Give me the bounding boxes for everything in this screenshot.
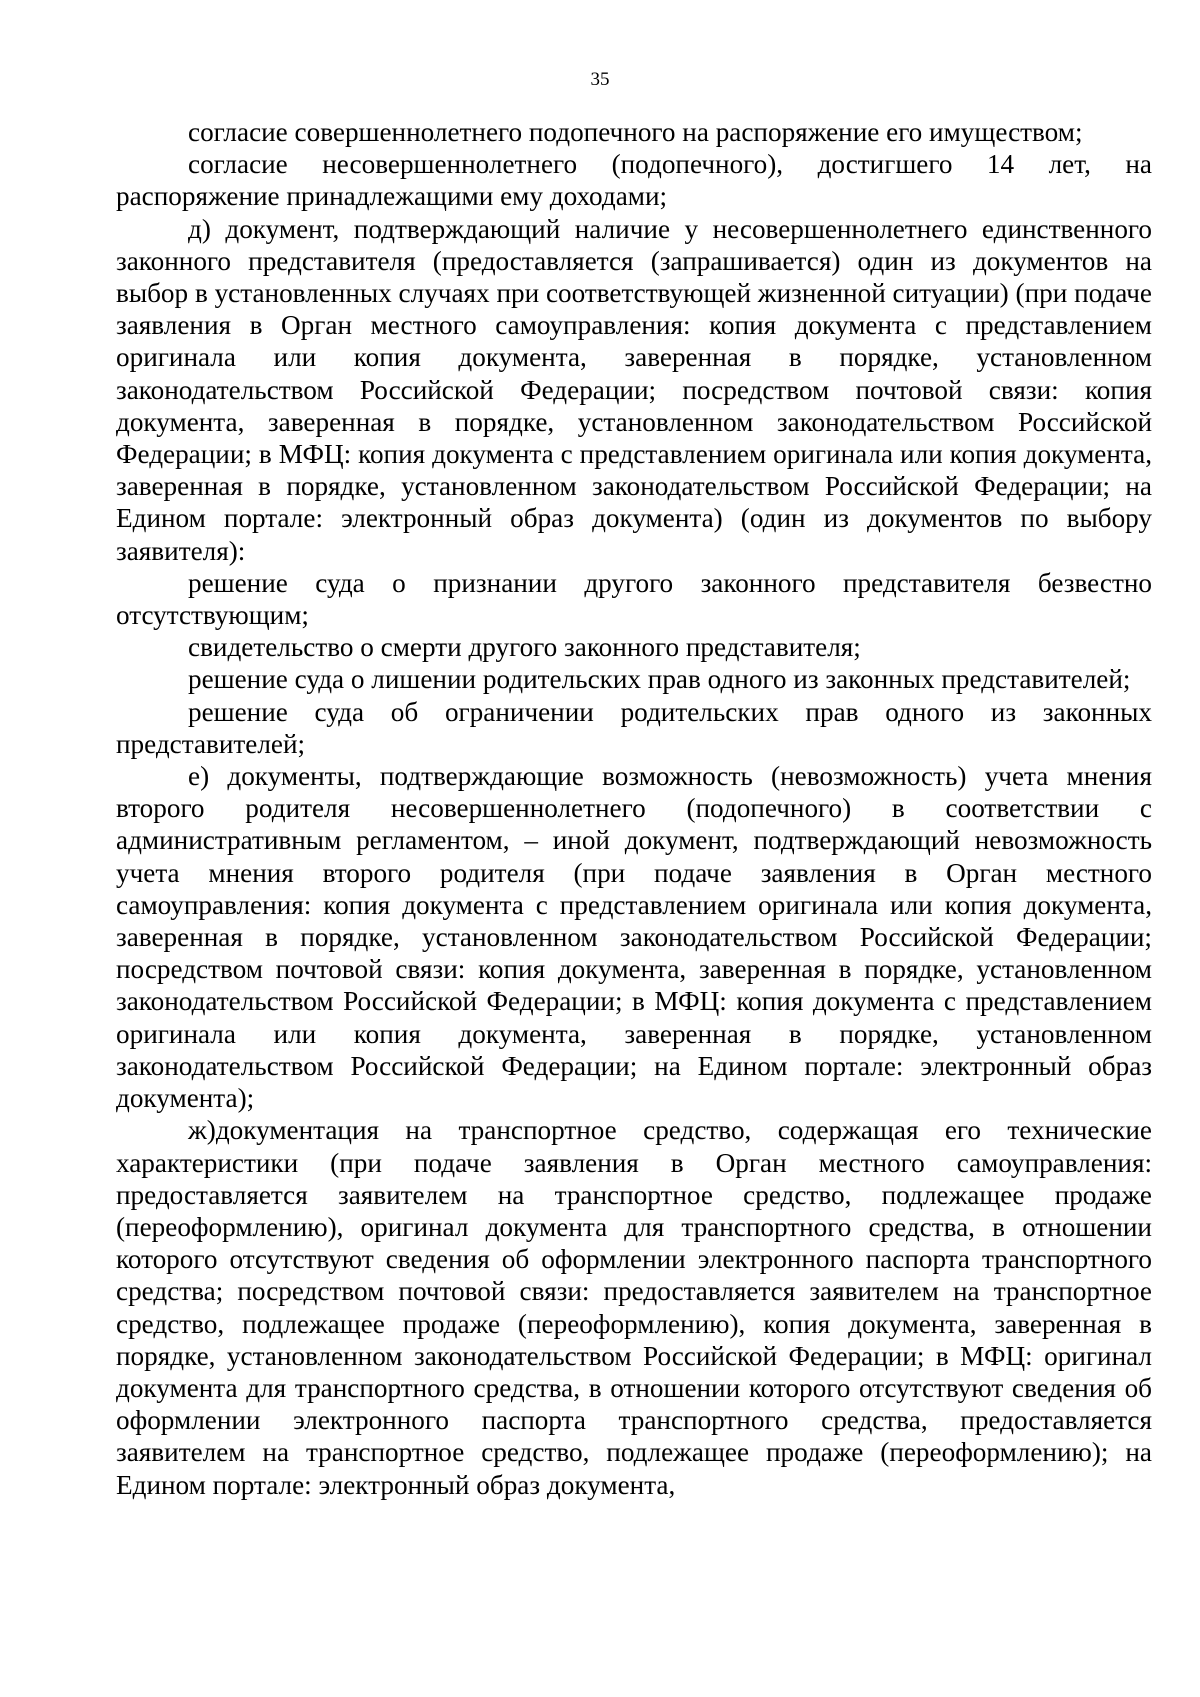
paragraph: е) документы, подтверждающие возможность (невозможность) учета мнения второго родителя несовершеннолетнего (подопечного) в соответствии с административным регламентом, – иной документ, подтверждающий невозможность учета мнения второго родителя (при подаче заявления в Орган местного самоуправления: копия документа с представлением оригинала или копия документа, заверенная в порядке, установленном законодательством Российской Федерации; посредством почтовой связи: копия документа, заверенная в порядке, установленном законодательством Российской Федерации; в МФЦ: копия документа с представлением оригинала или копия документа, заверенная в порядке, установленном законодательством Российской Федерации; на Едином портале: электронный образ документа); xyxy=(116,761,1152,1114)
paragraph: решение суда о признании другого законного представителя безвестно отсутствующим; xyxy=(116,567,1152,631)
paragraph: д) документ, подтверждающий наличие у несовершеннолетнего единственного законного представителя (предоставляется (запрашивается) один из документов на выбор в установленных случаях при соответствующей жизненной ситуации) (при подаче заявления в Орган местного самоуправления: копия документа с представлением оригинала или копия документа, заверенная в порядке, установленном законодательством Российской Федерации; посредством почтовой связи: копия документа, заверенная в порядке, установленном законодательством Российской Федерации; в МФЦ: копия документа с представлением оригинала или копия документа, заверенная в порядке, установленном законодательством Российской Федерации; на Едином портале: электронный образ документа) (один из документов по выбору заявителя): xyxy=(116,213,1152,566)
paragraph: ж)документация на транспортное средство, содержащая его технические характеристики (при подаче заявления в Орган местного самоуправления: предоставляется заявителем на транспортное средство, подлежащее продаже (переоформлению), оригинал документа для транспортного средства, в отношении которого отсутствуют сведения об оформлении электронного паспорта транспортного средства; посредством почтовой связи: предоставляется заявителем на транспортное средство, подлежащее продаже (переоформлению), копия документа, заверенная в порядке, установленном законодательством Российской Федерации; в МФЦ: оригинал документа для транспортного средства, в отношении которого отсутствуют сведения об оформлении электронного паспорта транспортного средства, предоставляется заявителем на транспортное средство, подлежащее продаже (переоформлению); на Едином портале: электронный образ документа, xyxy=(116,1115,1152,1500)
paragraph: согласие несовершеннолетнего (подопечного), достигшего 14 лет, на распоряжение принадлежащими ему доходами; xyxy=(116,149,1152,212)
paragraph: решение суда об ограничении родительских прав одного из законных представителей; xyxy=(116,696,1152,759)
document-body xyxy=(116,116,1152,1501)
paragraph: решение суда о лишении родительских прав одного из законных представителей; xyxy=(188,664,1131,695)
paragraph: свидетельство о смерти другого законного представителя; xyxy=(188,632,861,663)
paragraph: согласие совершеннолетнего подопечного на распоряжение его имуществом; xyxy=(188,117,1083,147)
page-number: 35 xyxy=(590,69,610,90)
